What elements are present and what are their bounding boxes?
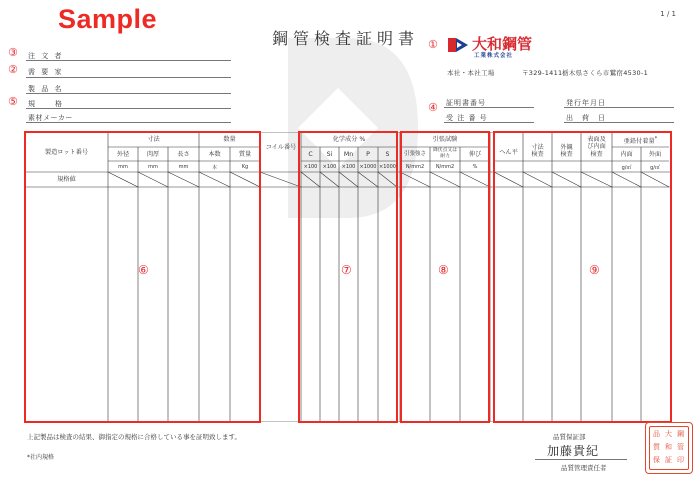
order-person-line xyxy=(26,60,231,61)
unit-mass: Kg xyxy=(241,164,249,170)
count-header: 本数 xyxy=(208,151,221,158)
seal-glyph: 鋼 xyxy=(677,430,684,438)
unit-c: ×100 xyxy=(303,164,318,170)
product-name-label: 製 品 名 xyxy=(28,85,64,93)
mn-header: Mn xyxy=(343,151,354,158)
length-header: 長さ xyxy=(177,151,190,158)
coil-number-header: コイル番号 xyxy=(265,144,297,151)
c-header: C xyxy=(308,151,313,158)
seal-glyph: 品 xyxy=(653,430,660,438)
spec-line xyxy=(26,108,231,109)
marker-4: ④ xyxy=(428,101,438,114)
quantity-header: 数量 xyxy=(223,136,236,143)
marker-7: ⑦ xyxy=(341,263,352,277)
unit-length: mm xyxy=(178,164,189,170)
coating-label: 亜鉛付着量 xyxy=(623,138,655,146)
company-postal: 〒329-1411 xyxy=(522,69,563,77)
yield-point-header: 降伏点又は耐力 xyxy=(433,148,457,159)
signer-name: 加藤貴紀 xyxy=(547,444,600,458)
company-logo-icon xyxy=(446,36,470,54)
unit-s: ×1000 xyxy=(379,164,396,170)
unit-elongation: % xyxy=(472,164,478,170)
page-number: 1 / 1 xyxy=(660,10,676,18)
spec-value-row-label: 規格値 xyxy=(57,176,76,183)
unit-yield-point: N/mm2 xyxy=(435,164,455,170)
unit-si: ×100 xyxy=(322,164,337,170)
elongation-header: 伸び xyxy=(468,151,482,158)
certification-statement: 上記製品は検査の結果、御指定の規格に合格している事を証明致します。 xyxy=(27,433,241,441)
unit-outer-dia: mm xyxy=(118,164,128,170)
flattening-header: へん平 xyxy=(499,149,518,156)
seal-glyph: 管 xyxy=(677,443,684,451)
material-maker-line xyxy=(26,122,231,123)
cert-number-line xyxy=(444,107,534,108)
issue-date-line xyxy=(564,107,674,108)
material-maker-label: 素材メーカー xyxy=(28,114,73,122)
company-office: 本社・本社工場 xyxy=(447,69,495,77)
internal-spec-note: *社内規格 xyxy=(27,454,55,461)
seal-stamp xyxy=(645,422,693,474)
unit-tensile-strength: N/mm2 xyxy=(405,164,425,170)
seal-glyph: 印 xyxy=(677,456,684,464)
unit-mn: ×100 xyxy=(341,164,356,170)
company-name: 大和鋼管 xyxy=(472,35,533,53)
coating-mark: * xyxy=(654,136,658,142)
sample-watermark: Sample xyxy=(58,4,158,34)
chemical-header: 化学成分 % xyxy=(332,136,366,143)
p-header: P xyxy=(366,151,370,158)
mass-header: 質量 xyxy=(238,151,252,158)
lot-number-header: 製造ロット番号 xyxy=(44,149,89,156)
demand-label: 需 要 家 xyxy=(28,68,64,76)
thickness-header: 肉厚 xyxy=(146,151,160,158)
dimensions-header: 寸法 xyxy=(147,136,160,143)
issue-date-label: 発行年月日 xyxy=(566,99,606,107)
seal-glyph: 和 xyxy=(665,443,672,451)
ship-date-line xyxy=(564,122,674,123)
seal-glyph: 保 xyxy=(653,456,660,464)
tensile-header: 引張試験 xyxy=(432,136,458,143)
marker-1: ① xyxy=(428,38,438,51)
cert-number-label: 証明書番号 xyxy=(446,99,486,107)
seal-glyph: 大 xyxy=(665,430,672,438)
marker-6: ⑥ xyxy=(138,263,149,277)
order-person-label: 注 文 者 xyxy=(28,52,64,60)
signature-line xyxy=(535,459,627,460)
outer-header: 外面 xyxy=(648,151,662,158)
unit-p: ×1000 xyxy=(359,164,377,170)
dim-check-header: 寸法検査 xyxy=(531,144,544,159)
seal-glyph: 証 xyxy=(665,456,672,464)
region-box-7 xyxy=(298,131,398,423)
region-box-8 xyxy=(400,131,490,423)
marker-5: ⑤ xyxy=(8,95,18,108)
unit-thickness: mm xyxy=(148,164,158,170)
spec-label: 規 格 xyxy=(28,100,64,108)
region-box-6 xyxy=(24,131,261,423)
region-box-9 xyxy=(493,131,672,423)
product-name-line xyxy=(26,93,231,94)
demand-line xyxy=(26,77,231,78)
s-header: S xyxy=(385,151,390,158)
ship-date-label: 出 荷 日 xyxy=(566,114,606,122)
appearance-header: 外観検査 xyxy=(560,144,573,159)
tensile-strength-header: 引張強さ xyxy=(403,151,426,157)
company-address: 栃木県さくら市鷲宿4530-1 xyxy=(562,69,649,77)
si-header: Si xyxy=(326,151,333,158)
marker-2: ② xyxy=(8,63,18,76)
order-number-line xyxy=(444,122,534,123)
signer-role: 品質管理責任者 xyxy=(561,464,607,472)
marker-9: ⑨ xyxy=(589,263,600,277)
outer-dia-header: 外径 xyxy=(116,151,130,158)
seal-glyph: 質 xyxy=(653,443,660,451)
inner-header: 内面 xyxy=(620,151,633,158)
marker-8: ⑧ xyxy=(438,263,449,277)
surface-inner-header: 表面及び内面検査 xyxy=(587,136,606,158)
unit-count: 本 xyxy=(211,165,217,171)
document-title: 鋼管検査証明書 xyxy=(272,29,420,48)
company-sub: 工業株式会社 xyxy=(474,53,514,59)
order-number-label: 受 注 番 号 xyxy=(446,114,488,122)
qa-department: 品質保証部 xyxy=(553,433,586,441)
unit-outer: g/㎡ xyxy=(650,165,660,171)
unit-inner: g/㎡ xyxy=(621,165,632,171)
marker-3: ③ xyxy=(8,46,18,59)
